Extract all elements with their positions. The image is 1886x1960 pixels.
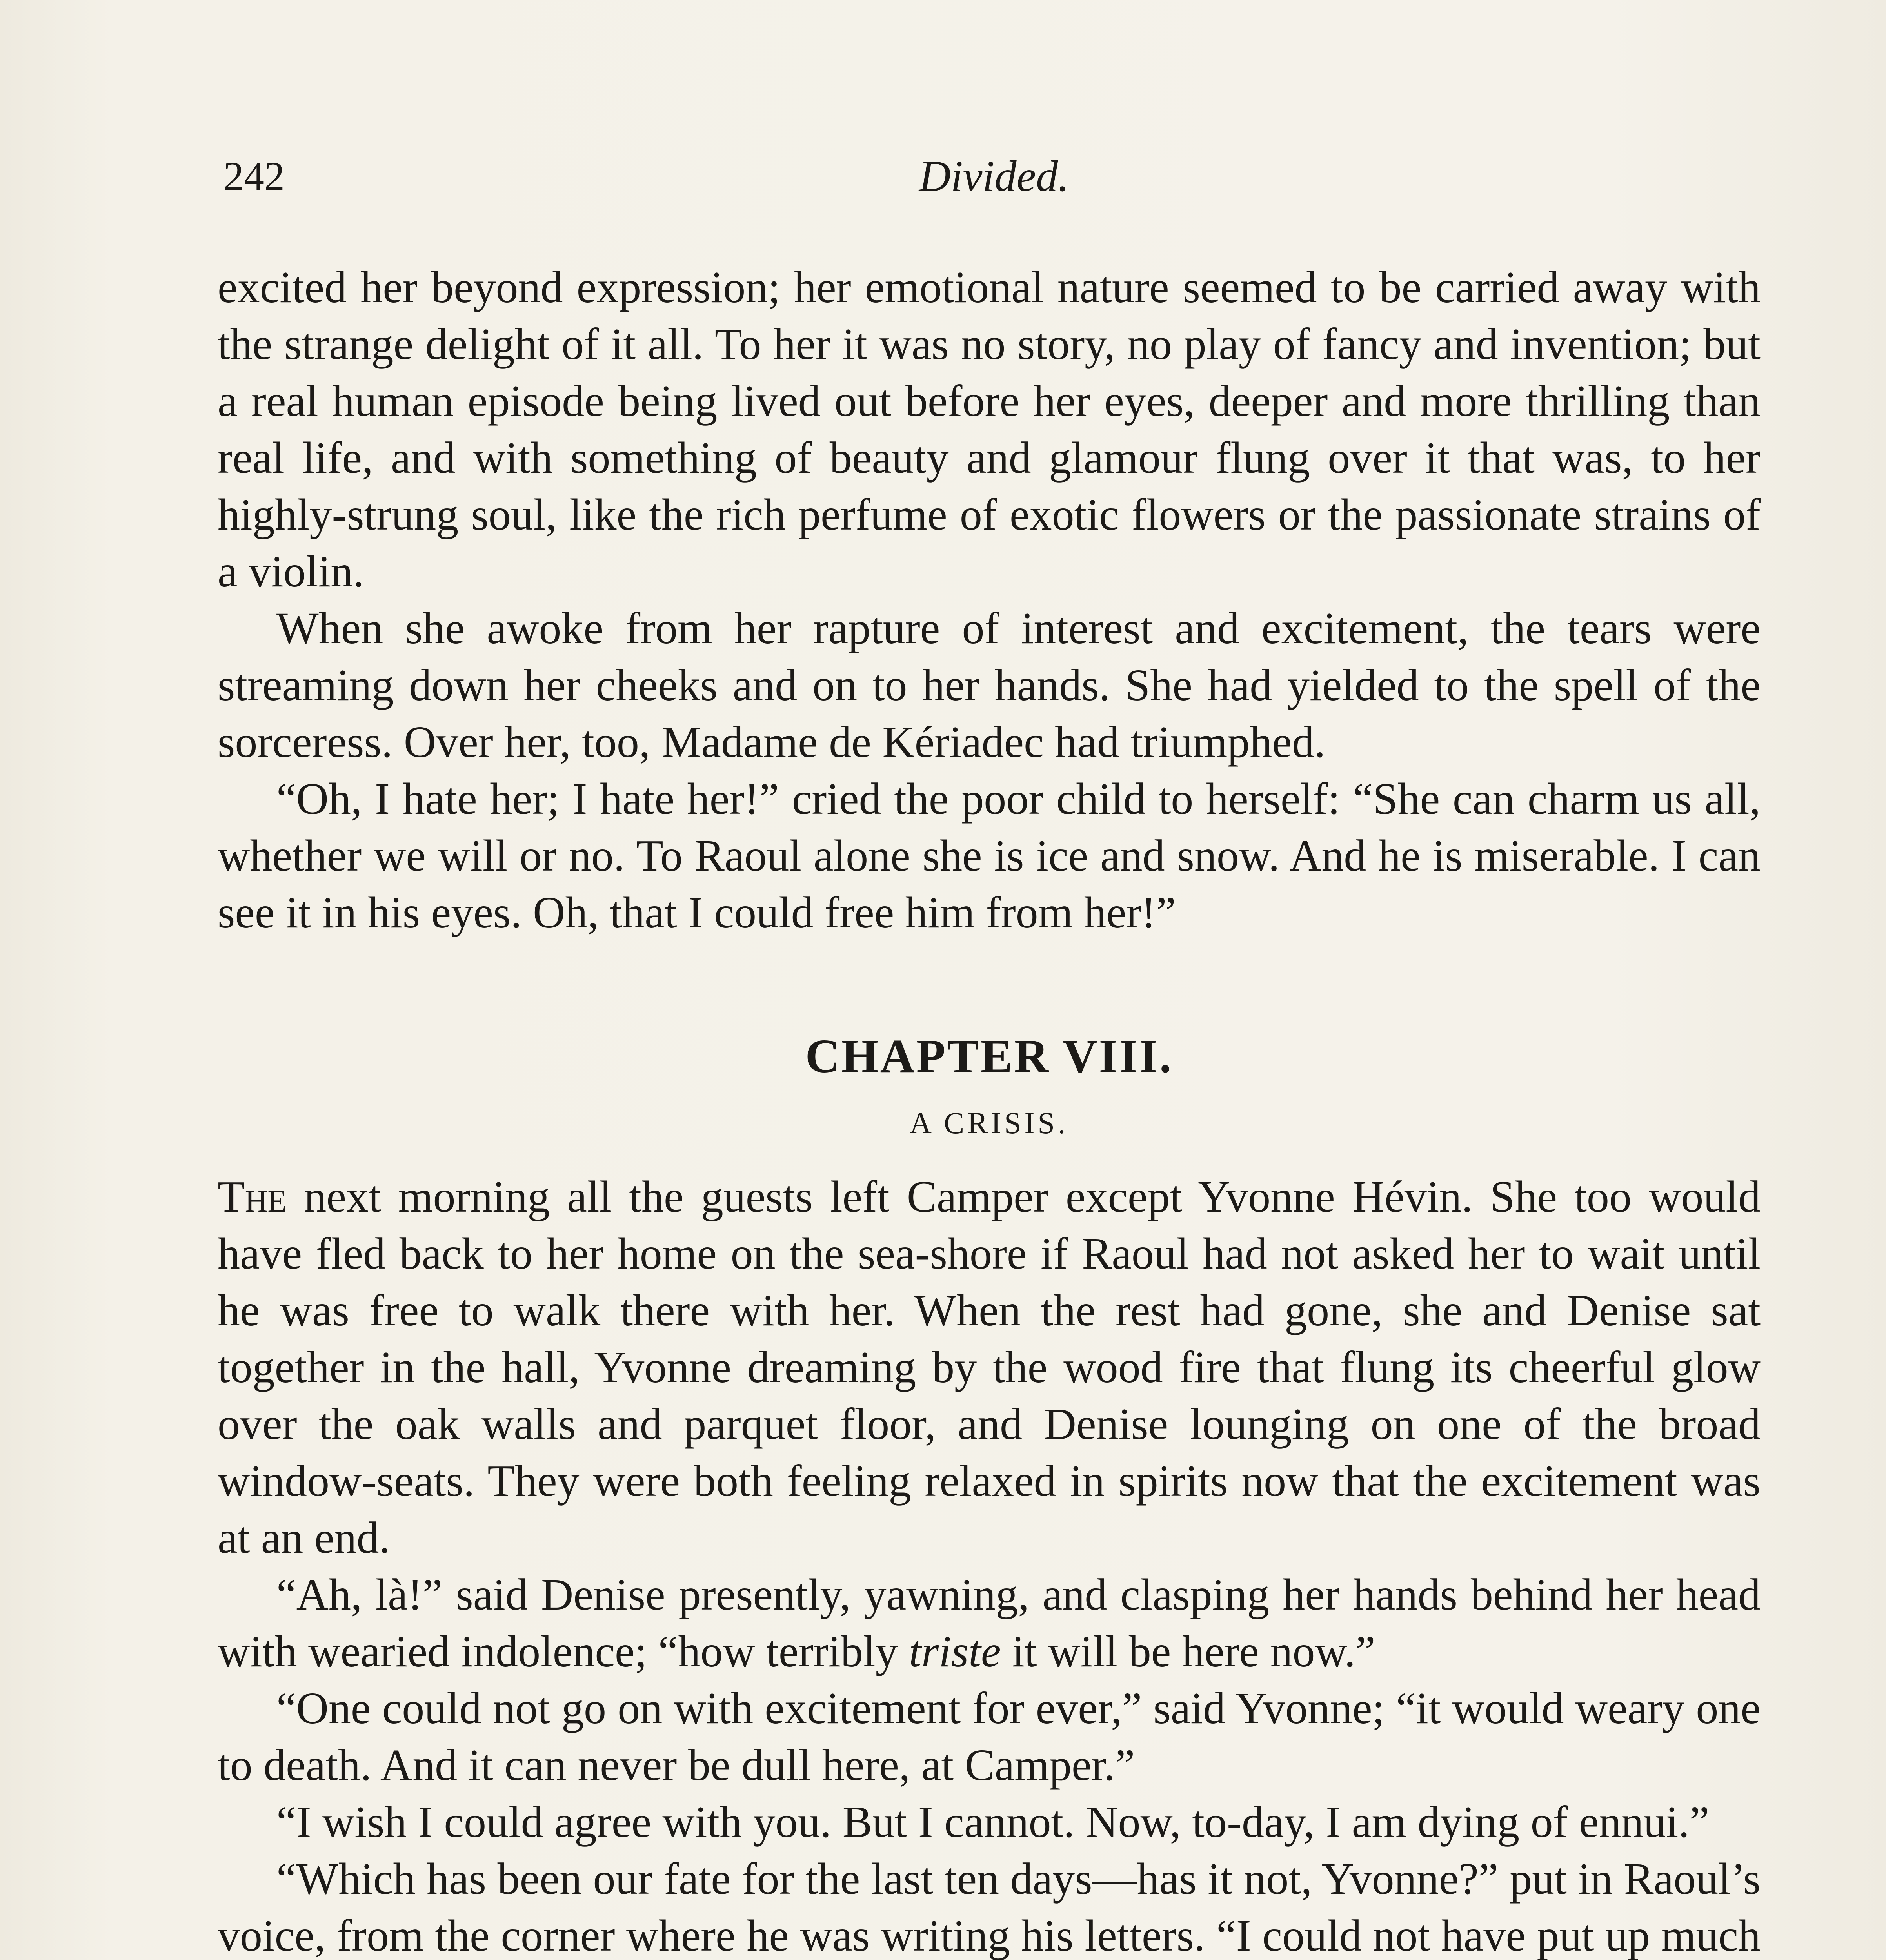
paragraph: When she awoke from her rapture of interest and excitement, the tears were streaming down her cheeks and on to her hands. She had yielded to the spell of the sorceress. Over her, too, Madame de Kériadec had triumphed. [218,603,1761,767]
paragraph: excited her beyond expression; her emotional nature seemed to be carried away with the strange delight of it all. To her it was no story, no play of fancy and invention; but a real human episode being lived out before her eyes, deeper and more thrilling than real life, and with something of beauty and glamour flung over it that was, to her highly-strung soul, like the rich perfume of exotic flowers or the passionate strains of a violin. [218,262,1761,596]
paragraph-text: “Ah, là!” said Denise presently, yawning, and clasping her hands behind her head with wearied indolence; “how terribly [218,1570,1761,1676]
running-title: Divided. [919,152,1069,201]
paragraph: “I wish I could agree with you. But I cannot. Now, to-day, I am dying of ennui.” [276,1797,1710,1847]
opening-text: next morning all the guests left Camper except Yvonne Hévin. She too would have fled back to her home on the sea-shore if Raoul had not asked her to wait until he was free to walk there with her. When the rest had gone, she and Denise sat together in the hall, Yvonne dreaming by the wood fire that flung its cheerful glow over the oak walls and parquet floor, and Denise lounging on one of the broad window-seats. They were both feeling relaxed in spirits now that the excitement was at an end. [218,1172,1761,1563]
opening-word: The [218,1172,287,1221]
paragraph [218,1566,1761,1680]
paragraph: “Which has been our fate for the last ten days—has it not, Yvonne?” put in Raoul’s voice, from the corner where he was writing his letters. “I could not have put up much [218,1854,1761,1960]
paragraph-text: it will be here now.” [1001,1626,1375,1676]
running-head [223,151,1764,202]
chapter-opening-paragraph [218,1168,1761,1566]
page-number: 242 [223,154,285,199]
paragraph: “Oh, I hate her; I hate her!” cried the poor child to herself: “She can charm us all, whether we will or no. To Raoul alone she is ice and snow. And he is miserable. I can see it in his eyes. Oh, that I could free him from her!” [218,774,1761,937]
chapter-subtitle: A CRISIS. [909,1106,1069,1140]
body-text [218,259,1761,1960]
chapter-heading: CHAPTER VIII. [805,1030,1173,1083]
paragraph: “One could not go on with excitement for ever,” said Yvonne; “it would weary one to death. And it can never be dull here, at Camper.” [218,1683,1761,1790]
italic-word: triste [909,1626,1001,1676]
